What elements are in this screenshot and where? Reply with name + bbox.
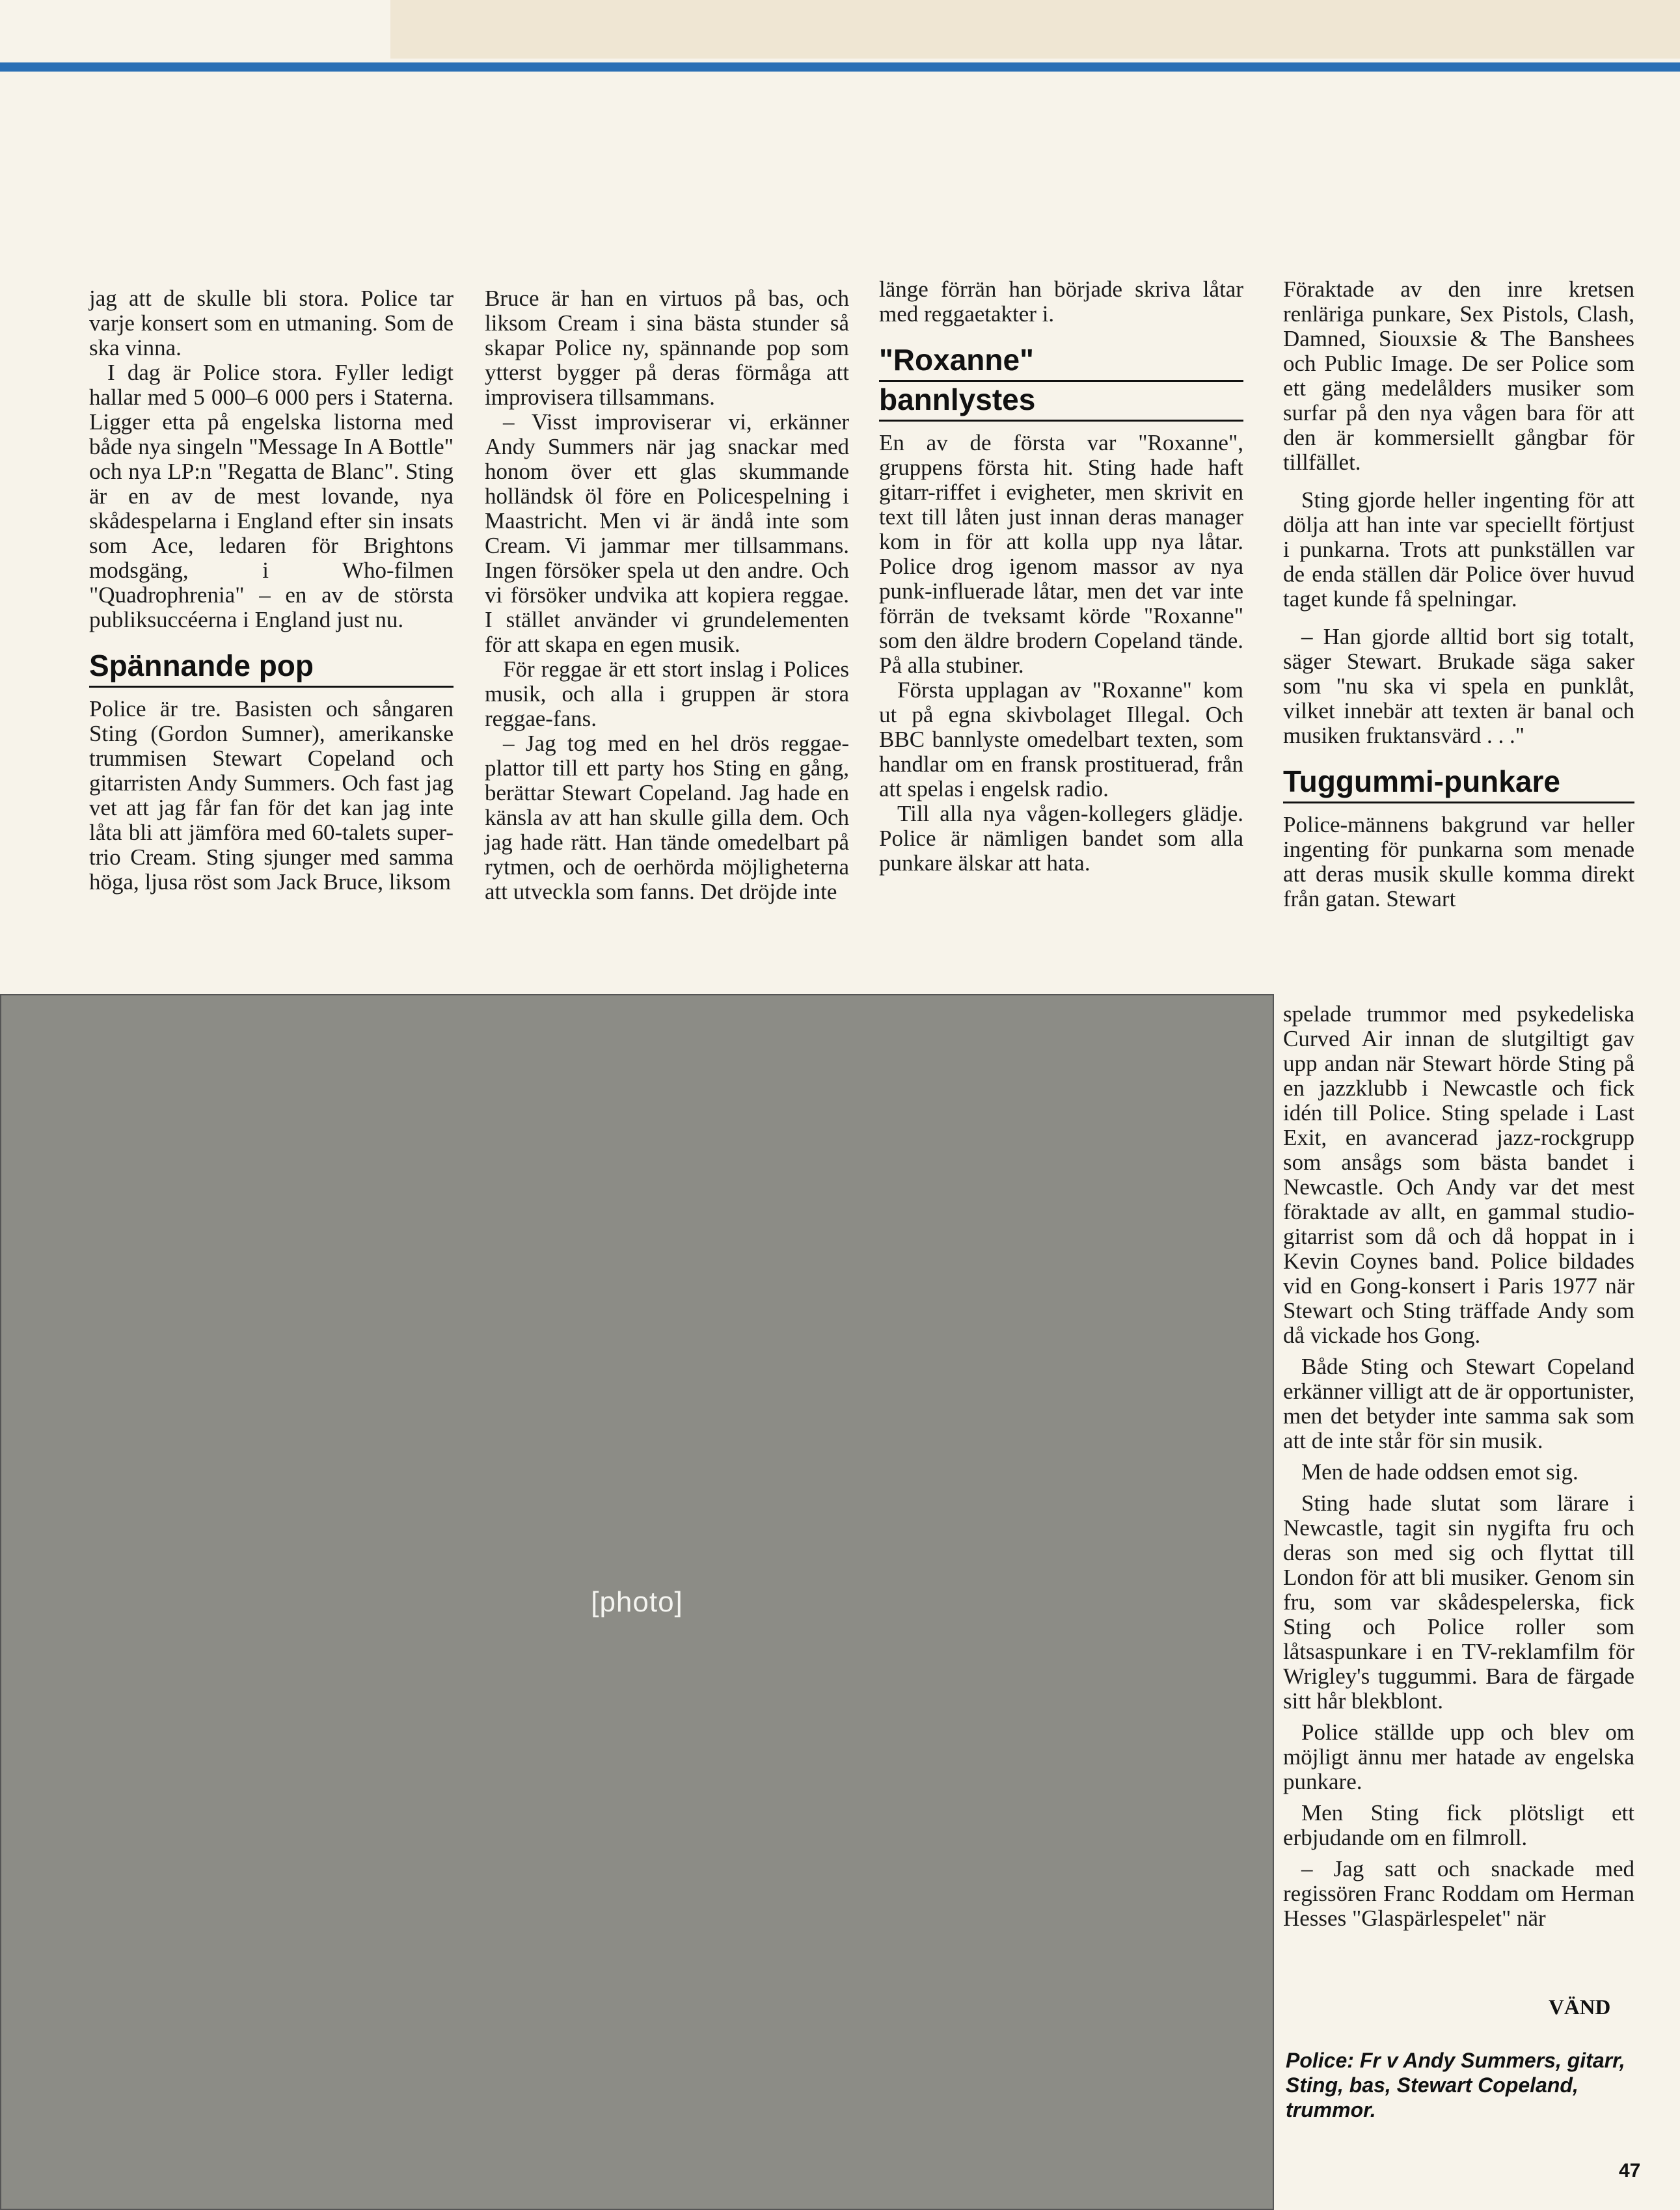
- torn-paper-strip: [390, 0, 1680, 59]
- photo-placeholder-label: [photo]: [591, 1585, 683, 1618]
- text-column-1: [89, 286, 454, 895]
- paragraph: jag att de skulle bli stora. Police tar varje konsert som en utmaning. Som de ska vinna.: [89, 286, 454, 360]
- text-column-2: [485, 286, 849, 904]
- section-heading: bannlystes: [879, 382, 1243, 422]
- section-heading: Spännande pop: [89, 648, 454, 688]
- paragraph: Police är tre. Basisten och sångaren Sting (Gordon Sumner), amerikanske trummisen Stewart Copeland och gitarristen Andy Summers. Och fast jag vet att jag får fan för det kan jag inte låta bli att jämföra med 60-talets super-trio Cream. Sting sjunger med samma höga, ljusa röst som Jack Bruce, liksom: [89, 696, 454, 895]
- paragraph: För reggae är ett stort inslag i Polices musik, och alla i gruppen är stora reggae-fans.: [485, 656, 849, 731]
- section-heading: "Roxanne": [879, 342, 1243, 382]
- photo-caption: Police: Fr v Andy Summers, gitarr, Sting, bas, Stewart Copeland, trummor.: [1286, 2049, 1625, 2122]
- text-column-3: [879, 277, 1243, 876]
- band-photo: [0, 994, 1274, 2210]
- paragraph: I dag är Police stora. Fyller ledigt hallar med 5 000–6 000 pers i Staterna. Ligger etta på engelska listorna med både nya singeln "Message In A Bottle" och nya LP:n "Regatta de Blanc". Sting är en av de mest lovande, nya skådespelarna i England efter sin insats som Ace, ledaren för Brightons modsgäng, i Who-filmen "Quadrophrenia" – en av de största publiksuccéerna i England just nu.: [89, 360, 454, 632]
- text-column-4: [1283, 277, 1634, 911]
- paragraph: Sting hade slutat som lärare i Newcastle, tagit sin nygifta fru och deras son med sig och flyttat till London för att bli musiker. Genom sin fru, som var skådespelerska, fick Sting och Police roller som låtsaspunkare i en TV-reklamfilm för Wrigley's tuggummi. Bara de färgade sitt hår blekblont.: [1283, 1490, 1634, 1714]
- paragraph: Police-männens bakgrund var heller ingenting för punkarna som menade att deras musik skulle komma direkt från gatan. Stewart: [1283, 812, 1634, 911]
- paragraph: spelade trummor med psykedeliska Curved Air innan de slutgiltigt gav upp andan när Stewart hörde Sting på en jazzklubb i Newcastle och fick idén till Police. Sting spelade i Last Exit, en avancerad jazz-rockgrupp som ansågs som bästa bandet i Newcastle. Och Andy var det mest föraktade av allt, en gammal studio-gitarrist som då och då hoppat in i Kevin Coynes band. Police bildades vid en Gong-konsert i Paris 1977 när Stewart och Sting träffade Andy som då vickade hos Gong.: [1283, 1001, 1634, 1348]
- paragraph: Men Sting fick plötsligt ett erbjudande om en filmroll.: [1283, 1800, 1634, 1850]
- paragraph: – Jag tog med en hel drös reggae-plattor till ett party hos Sting en gång, berättar Stewart Copeland. Jag hade en känsla av att han skulle gilla dem. Och jag hade rätt. Han tände omedelbart på rytmen, och de oerhörda möjligheterna att utveckla som fanns. Det dröjde inte: [485, 731, 849, 904]
- paragraph: Bruce är han en virtuos på bas, och liksom Cream i sina bästa stunder så skapar Police ny, spännande pop som ytterst bygger på deras förmåga att improvisera tillsammans.: [485, 286, 849, 410]
- paragraph: Sting gjorde heller ingenting för att dölja att han inte var speciellt förtjust i punkarna. Trots att punkställen var de enda ställen där Police över huvud taget kunde få spelningar.: [1283, 487, 1634, 612]
- paragraph: Police ställde upp och blev om möjligt ännu mer hatade av engelska punkare.: [1283, 1719, 1634, 1794]
- paragraph: länge förrän han började skriva låtar med reggaetakter i.: [879, 276, 1243, 327]
- paragraph: En av de första var "Roxanne", gruppens första hit. Sting hade haft gitarr-riffet i evigheter, men skrivit en text till låten just innan deras manager kom in för att kolla upp nya låtar. Police drog igenom massor av nya punk-influerade låtar, men det var inte förrän de tveksamt körde "Roxanne" som den äldre brodern Copeland tände. På alla stubiner.: [879, 430, 1243, 678]
- paragraph: Första upplagan av "Roxanne" kom ut på egna skivbolaget Illegal. Och BBC bannlyste omedelbart texten, som handlar om en fransk prostituerad, från att spelas i engelsk radio.: [879, 677, 1243, 802]
- paragraph: – Visst improviserar vi, erkänner Andy Summers när jag snackar med honom över ett glas skummande holländsk öl före en Policespelning i Maastricht. Men vi är ändå inte som Cream. Vi jammar mer tillsammans. Ingen försöker spela ut den andre. Och vi försöker undvika att kopiera reggae. I stället använder vi grundelementen för att skapa en egen musik.: [485, 409, 849, 657]
- page-number: 47: [1619, 2160, 1641, 2181]
- paragraph: Både Sting och Stewart Copeland erkänner villigt att de är opportunister, men det betyder inte samma sak som att de inte står för sin musik.: [1283, 1354, 1634, 1453]
- text-column-5: [1283, 1002, 1634, 1931]
- paragraph: Men de hade oddsen emot sig.: [1301, 1459, 1578, 1485]
- top-blue-rule: [0, 62, 1680, 72]
- paragraph: – Jag satt och snackade med regissören Franc Roddam om Herman Hesses "Glaspärlespelet" när: [1283, 1856, 1634, 1931]
- turn-page-label: VÄND: [1549, 1996, 1611, 2019]
- section-heading: Tuggummi-punkare: [1283, 764, 1634, 803]
- paragraph: Föraktade av den inre kretsen renläriga punkare, Sex Pistols, Clash, Damned, Siouxsie & The Banshees och Public Image. De ser Police som ett gäng medelålders musiker som surfar på den nya vågen bara för att den är kommersiellt gångbar för tillfället.: [1283, 276, 1634, 475]
- paragraph: – Han gjorde alltid bort sig totalt, säger Stewart. Brukade säga saker som "nu ska vi spela en punklåt, vilket innebär att texten är banal och musiken fruktansvärd . . .": [1283, 624, 1634, 748]
- paragraph: Till alla nya vågen-kollegers glädje. Police är nämligen bandet som alla punkare älskar att hata.: [879, 801, 1243, 876]
